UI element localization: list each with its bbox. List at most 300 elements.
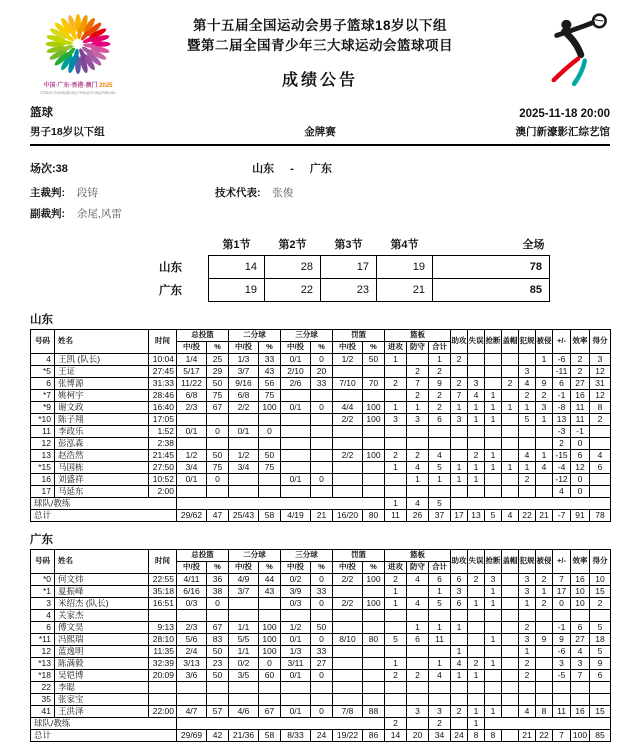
stats-cell: 2 — [553, 438, 571, 450]
stats-header-cell: 总投篮 — [177, 550, 229, 562]
stats-cell: 83 — [207, 634, 229, 646]
stats-cell — [429, 646, 451, 658]
stats-cell: -4 — [553, 462, 571, 474]
stats-header-cell: 姓名 — [55, 330, 149, 354]
matchup — [30, 160, 554, 176]
stats-cell: 1 — [468, 402, 485, 414]
stats-cell: 4/9 — [229, 574, 259, 586]
stats-cell: -5 — [553, 670, 571, 682]
stats-header-cell: 被侵 — [536, 550, 553, 574]
stats-cell: 6 — [571, 450, 590, 462]
stats-cell: 刘盛祥 — [55, 474, 149, 486]
stats-cell: 总计 — [31, 510, 177, 522]
quarter-row-away — [158, 279, 550, 302]
stats-cell: 67 — [259, 706, 281, 718]
stats-cell: 1 — [451, 646, 468, 658]
stats-cell: 58 — [259, 730, 281, 742]
stats-cell: 4 — [407, 498, 429, 510]
stats-header-cell: 二分球 — [229, 330, 281, 342]
stats-cell — [333, 646, 363, 658]
table-row — [31, 610, 611, 622]
table-row — [31, 450, 611, 462]
stats-cell: 1 — [451, 622, 468, 634]
stats-cell: 1 — [385, 354, 407, 366]
stats-header-cell: 盖帽 — [502, 330, 519, 354]
stats-header-cell: 效率 — [571, 550, 590, 574]
tech-rep-name: 张俊 — [272, 187, 294, 199]
stats-cell: 22 — [31, 682, 55, 694]
home-total-score: 78 — [433, 256, 550, 279]
stats-cell: 4 — [536, 462, 553, 474]
stats-cell: 9 — [536, 634, 553, 646]
stats-header-cell: 中/投 — [333, 562, 363, 574]
stats-cell — [385, 682, 407, 694]
stats-cell: 傅文昊 — [55, 622, 149, 634]
stats-cell: 21 — [519, 730, 536, 742]
stats-cell: 50 — [207, 646, 229, 658]
stats-cell — [429, 694, 451, 706]
q1-header: 第1节 — [222, 239, 251, 251]
stats-header-cell: % — [259, 342, 281, 354]
stats-cell: 32:39 — [149, 658, 177, 670]
home-team-label: 山东 — [159, 262, 182, 274]
stats-cell: 16/20 — [333, 510, 363, 522]
table-row — [31, 426, 611, 438]
stats-cell: 7 — [553, 730, 571, 742]
stats-cell: 1 — [385, 498, 407, 510]
stats-cell: *0 — [31, 574, 55, 586]
stats-cell: 6 — [407, 634, 429, 646]
stats-cell: 2 — [536, 574, 553, 586]
stats-cell: 0/1 — [281, 706, 311, 718]
stats-cell: -1 — [553, 622, 571, 634]
stats-header-cell: % — [259, 562, 281, 574]
stats-cell — [259, 610, 281, 622]
stats-cell: 9 — [590, 658, 611, 670]
stats-cell: 6 — [31, 622, 55, 634]
table-row — [31, 730, 611, 742]
home-q2-score: 28 — [265, 256, 321, 279]
stats-cell: 33 — [311, 378, 333, 390]
stats-cell: 50 — [311, 622, 333, 634]
table-row — [31, 706, 611, 718]
stats-header-cell: 盖帽 — [502, 550, 519, 574]
stats-cell — [407, 426, 429, 438]
stats-cell: 1 — [519, 646, 536, 658]
stats-cell — [451, 694, 468, 706]
table-row — [31, 694, 611, 706]
stats-header-cell: 犯规 — [519, 550, 536, 574]
stats-cell: 5 — [429, 498, 451, 510]
stats-cell — [502, 670, 519, 682]
stats-cell — [407, 354, 429, 366]
stats-cell: 10 — [571, 586, 590, 598]
stats-cell: 3 — [519, 634, 536, 646]
stats-cell — [536, 366, 553, 378]
stats-cell — [468, 438, 485, 450]
stats-cell: 4 — [590, 450, 611, 462]
stats-cell: *5 — [31, 366, 55, 378]
stats-cell — [485, 486, 502, 498]
stats-cell — [259, 694, 281, 706]
stats-cell — [281, 450, 311, 462]
stats-cell: 100 — [363, 598, 385, 610]
stats-cell: 4 — [31, 354, 55, 366]
stats-header-cell: 抢断 — [485, 330, 502, 354]
stats-cell: 10 — [590, 574, 611, 586]
stats-cell: 100 — [259, 646, 281, 658]
stats-header-cell: 进攻 — [385, 342, 407, 354]
stats-cell — [311, 390, 333, 402]
stats-cell: 91 — [571, 510, 590, 522]
stats-cell — [485, 426, 502, 438]
table-row — [31, 390, 611, 402]
stats-cell: 0/2 — [281, 574, 311, 586]
stats-cell — [363, 426, 385, 438]
stats-header-cell: 防守 — [407, 342, 429, 354]
stats-cell: 2 — [451, 354, 468, 366]
stats-cell — [468, 586, 485, 598]
stats-cell — [311, 414, 333, 426]
stats-cell: 80 — [363, 510, 385, 522]
stats-cell: 1 — [429, 354, 451, 366]
stats-cell — [553, 694, 571, 706]
stats-cell: 1 — [385, 598, 407, 610]
event-title-line1: 第十五届全国运动会男子篮球18岁以下组 — [192, 18, 447, 33]
stats-cell — [407, 646, 429, 658]
stats-cell: 31:33 — [149, 378, 177, 390]
stats-cell — [259, 438, 281, 450]
stats-cell — [229, 694, 259, 706]
stats-cell: 总计 — [31, 730, 177, 742]
stats-cell: 1 — [485, 634, 502, 646]
stats-cell: 4/7 — [177, 706, 207, 718]
stats-cell: 赵浩然 — [55, 450, 149, 462]
stats-cell: 0/1 — [281, 474, 311, 486]
stats-cell — [281, 694, 311, 706]
stats-cell — [407, 586, 429, 598]
stats-cell — [502, 450, 519, 462]
stats-cell: 16:51 — [149, 598, 177, 610]
stats-cell: 19/22 — [333, 730, 363, 742]
stats-cell — [385, 486, 407, 498]
stats-cell: 2 — [468, 574, 485, 586]
match-datetime: 2025-11-18 20:00 — [519, 108, 610, 120]
stats-cell: 3 — [31, 598, 55, 610]
stats-cell — [451, 718, 468, 730]
stats-cell: 1 — [407, 474, 429, 486]
stats-cell — [229, 438, 259, 450]
stats-cell: 3/11 — [281, 658, 311, 670]
stats-cell: 4/19 — [281, 510, 311, 522]
stats-cell — [429, 426, 451, 438]
stats-cell — [281, 486, 311, 498]
stats-cell: 17 — [451, 510, 468, 522]
stats-cell: 0/1 — [281, 670, 311, 682]
stats-cell: 0 — [553, 598, 571, 610]
table-row — [31, 634, 611, 646]
stats-cell — [177, 438, 207, 450]
stats-cell: 5 — [519, 414, 536, 426]
stats-cell: 3 — [429, 706, 451, 718]
stats-cell: 33 — [259, 354, 281, 366]
stats-cell — [229, 414, 259, 426]
stats-cell: 12 — [31, 646, 55, 658]
stats-cell: 0/1 — [229, 426, 259, 438]
stats-cell — [385, 694, 407, 706]
stats-cell — [429, 486, 451, 498]
table-row — [31, 366, 611, 378]
stats-cell: 0 — [571, 474, 590, 486]
stats-cell: 9/16 — [229, 378, 259, 390]
stats-cell: 14 — [385, 730, 407, 742]
stats-cell: 5/17 — [177, 366, 207, 378]
stats-header-cell: 篮板 — [385, 550, 451, 562]
stats-header-cell: 号码 — [31, 550, 55, 574]
stats-cell: 2 — [468, 658, 485, 670]
stats-cell: 0/3 — [177, 598, 207, 610]
stats-cell — [259, 598, 281, 610]
stats-cell — [333, 474, 363, 486]
stats-cell — [468, 354, 485, 366]
stats-cell: 50 — [363, 354, 385, 366]
stats-cell: 1 — [468, 598, 485, 610]
stats-cell — [311, 450, 333, 462]
stats-cell — [407, 486, 429, 498]
stats-cell — [468, 622, 485, 634]
stats-cell: 23 — [207, 658, 229, 670]
stats-cell: *9 — [31, 402, 55, 414]
emblem-subcaption: China Guangdong·Hong Kong·Macau — [40, 90, 116, 96]
stats-cell: 1 — [519, 462, 536, 474]
stats-cell: 22:55 — [149, 574, 177, 586]
stats-cell: 1 — [407, 622, 429, 634]
stats-cell: 28:10 — [149, 634, 177, 646]
stats-cell: 1 — [468, 462, 485, 474]
stats-cell — [281, 426, 311, 438]
stats-cell: 100 — [363, 414, 385, 426]
stats-cell: 56 — [259, 378, 281, 390]
stats-cell: 2/10 — [281, 366, 311, 378]
stats-cell — [451, 682, 468, 694]
stats-cell: 100 — [363, 402, 385, 414]
stats-cell — [363, 586, 385, 598]
stats-cell: 1 — [451, 670, 468, 682]
stats-cell — [502, 622, 519, 634]
stats-cell — [229, 598, 259, 610]
stats-header-cell: +/- — [553, 330, 571, 354]
stats-cell: 5 — [485, 510, 502, 522]
stats-cell: 5 — [429, 462, 451, 474]
stats-cell: 8 — [485, 730, 502, 742]
stats-cell: 10:04 — [149, 354, 177, 366]
stats-cell — [536, 646, 553, 658]
stats-cell — [333, 486, 363, 498]
stats-cell: 2 — [590, 598, 611, 610]
table-row — [31, 682, 611, 694]
stats-cell: *10 — [31, 414, 55, 426]
stats-cell — [502, 414, 519, 426]
away-q2-score: 22 — [265, 279, 321, 302]
stats-cell — [177, 682, 207, 694]
stats-cell: 50 — [207, 670, 229, 682]
home-q3-score: 17 — [321, 256, 377, 279]
stats-cell: 2/4 — [177, 646, 207, 658]
stats-cell — [311, 426, 333, 438]
stats-cell — [485, 670, 502, 682]
stats-cell — [407, 718, 429, 730]
stats-cell — [571, 694, 590, 706]
stats-cell — [385, 426, 407, 438]
stats-cell — [281, 414, 311, 426]
stats-cell: -12 — [553, 474, 571, 486]
document-title: 成绩公告 — [281, 71, 358, 89]
stats-cell: 70 — [363, 378, 385, 390]
stats-cell: 吴铠博 — [55, 670, 149, 682]
stats-cell: 1 — [536, 414, 553, 426]
stats-cell — [311, 610, 333, 622]
stats-cell: 张家宝 — [55, 694, 149, 706]
stats-cell — [519, 610, 536, 622]
table-row — [31, 598, 611, 610]
stats-cell: *13 — [31, 658, 55, 670]
stats-cell — [281, 438, 311, 450]
stats-cell — [429, 438, 451, 450]
stats-cell: 12 — [590, 366, 611, 378]
stats-cell: 1 — [536, 354, 553, 366]
stats-cell: 0 — [207, 426, 229, 438]
stats-cell: 1 — [485, 402, 502, 414]
stats-cell — [407, 438, 429, 450]
stats-cell: 9 — [536, 378, 553, 390]
stats-cell: 25 — [207, 354, 229, 366]
stats-cell — [536, 670, 553, 682]
stats-cell: 1 — [468, 718, 485, 730]
stats-cell: 马延东 — [55, 486, 149, 498]
stats-cell: 6 — [429, 574, 451, 586]
table-row — [31, 402, 611, 414]
stats-cell: 42 — [207, 730, 229, 742]
stats-header-cell: 罚篮 — [333, 330, 385, 342]
stats-cell: 47 — [207, 510, 229, 522]
stats-cell: 1 — [485, 706, 502, 718]
stats-cell: *18 — [31, 670, 55, 682]
stats-cell — [385, 646, 407, 658]
stats-cell — [385, 622, 407, 634]
stats-cell — [259, 414, 281, 426]
stats-cell — [149, 682, 177, 694]
stats-cell: 3 — [485, 574, 502, 586]
stats-cell: 2 — [451, 378, 468, 390]
stats-cell: 28:46 — [149, 390, 177, 402]
stats-header-cell: 姓名 — [55, 550, 149, 574]
stats-cell: 29/69 — [177, 730, 207, 742]
games-emblem-icon — [30, 12, 126, 78]
stats-cell: 26 — [407, 510, 429, 522]
stats-cell: 12 — [31, 438, 55, 450]
umpires-names: 余尾,风雷 — [76, 208, 122, 220]
stats-cell — [363, 474, 385, 486]
stats-cell: 1/2 — [281, 622, 311, 634]
stats-cell: 0/2 — [229, 658, 259, 670]
stats-cell — [451, 450, 468, 462]
stats-cell: 100 — [259, 634, 281, 646]
stats-cell: 2/2 — [333, 414, 363, 426]
stats-cell: 1 — [485, 450, 502, 462]
stats-header-cell: 助攻 — [451, 550, 468, 574]
table-row — [31, 462, 611, 474]
stats-cell — [207, 438, 229, 450]
stats-cell: 20:09 — [149, 670, 177, 682]
stats-cell: 5 — [590, 622, 611, 634]
stats-cell: 86 — [363, 730, 385, 742]
stats-cell: 29/62 — [177, 510, 207, 522]
stats-header-cell: % — [207, 562, 229, 574]
stats-cell — [536, 426, 553, 438]
table-row — [31, 622, 611, 634]
stats-cell: 6 — [31, 378, 55, 390]
stats-cell: 4 — [519, 450, 536, 462]
stats-cell — [311, 682, 333, 694]
stats-cell: 2 — [385, 718, 407, 730]
table-row — [31, 474, 611, 486]
stats-cell — [229, 486, 259, 498]
stats-cell: 7/10 — [333, 378, 363, 390]
stats-cell: 50 — [207, 378, 229, 390]
group-label: 男子18岁以下组 — [30, 126, 105, 138]
stats-cell: 7 — [451, 390, 468, 402]
stats-cell: 2 — [536, 598, 553, 610]
stats-cell: 2 — [429, 366, 451, 378]
stats-cell: 3 — [385, 414, 407, 426]
stats-cell: 3 — [451, 414, 468, 426]
stats-cell: 2 — [536, 390, 553, 402]
stats-cell: 6 — [451, 574, 468, 586]
stats-cell — [502, 574, 519, 586]
stats-cell: 33 — [311, 646, 333, 658]
stats-cell: 100 — [363, 574, 385, 586]
stats-cell: 22 — [536, 730, 553, 742]
stats-cell — [519, 426, 536, 438]
stats-header-cell: 进攻 — [385, 562, 407, 574]
stats-cell — [468, 486, 485, 498]
stats-cell: 0 — [259, 658, 281, 670]
stats-cell: 4 — [407, 462, 429, 474]
officials-line-2 — [30, 204, 610, 225]
stats-cell: 35:18 — [149, 586, 177, 598]
table-row — [31, 354, 611, 366]
match-number: 场次:38 — [30, 163, 68, 175]
stats-cell: 4 — [31, 610, 55, 622]
stats-header-cell: 总投篮 — [177, 330, 229, 342]
stats-cell: 2 — [385, 450, 407, 462]
stats-cell: 80 — [363, 634, 385, 646]
stats-cell: 1 — [468, 474, 485, 486]
stats-cell: 38 — [207, 586, 229, 598]
stats-cell: 10:52 — [149, 474, 177, 486]
stats-cell: 31 — [590, 378, 611, 390]
stats-cell: 关家杰 — [55, 610, 149, 622]
stats-cell — [451, 366, 468, 378]
stats-cell — [149, 694, 177, 706]
stats-cell — [451, 498, 611, 510]
stats-cell — [281, 462, 311, 474]
stats-cell: 4 — [502, 510, 519, 522]
table-row — [31, 414, 611, 426]
stats-cell — [363, 658, 385, 670]
stats-cell — [536, 474, 553, 486]
table-row — [31, 670, 611, 682]
